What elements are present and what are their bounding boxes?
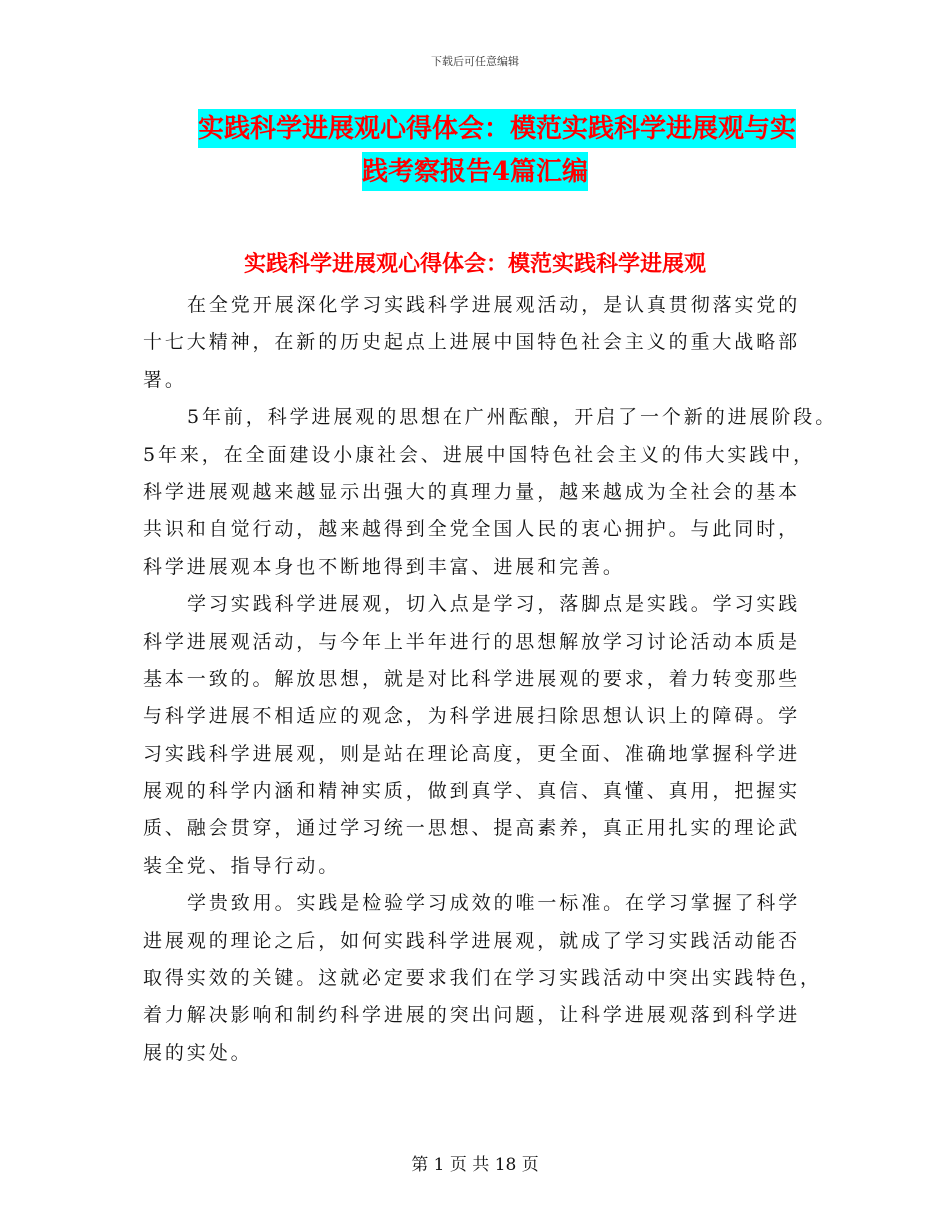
paragraph-line: 习实践科学进展观，则是站在理论高度，更全面、准确地掌握科学进 xyxy=(143,742,801,765)
paragraph-line: 质、融会贯穿，通过学习统一思想、提高素养，真正用扎实的理论武 xyxy=(143,817,801,840)
section-heading: 实践科学进展观心得体会：模范实践科学进展观 xyxy=(243,251,706,277)
paragraph-4 xyxy=(143,885,863,1072)
document-title xyxy=(0,108,950,194)
paragraph-2 xyxy=(143,399,863,586)
paragraph-line: 基本一致的。解放思想，就是对比科学进展观的要求，着力转变那些 xyxy=(143,667,801,690)
paragraph-line: 在全党开展深化学习实践科学进展观活动，是认真贯彻落实党的 xyxy=(187,294,801,316)
document-body xyxy=(143,287,863,1072)
paragraph-1 xyxy=(143,287,863,399)
title-line-2 xyxy=(0,151,950,194)
paragraph-line: 科学进展观越来越显示出强大的真理力量，越来越成为全社会的基本 xyxy=(143,480,801,503)
paragraph-line: 5年来，在全面建设小康社会、进展中国特色社会主义的伟大实践中， xyxy=(143,443,815,466)
paragraph-line: 共识和自觉行动，越来越得到全党全国人民的衷心拥护。与此同时， xyxy=(143,518,801,541)
paragraph-line: 取得实效的关键。这就必定要求我们在学习实践活动中突出实践特色， xyxy=(143,967,822,990)
paragraph-line: 科学进展观活动，与今年上半年进行的思想解放学习讨论活动本质是 xyxy=(143,630,801,653)
paragraph-line: 着力解决影响和制约科学进展的突出问题，让科学进展观落到科学进 xyxy=(143,1004,801,1027)
page-number-footer: 第 1 页 共 18 页 xyxy=(411,1155,539,1175)
paragraph-line: 装全党、指导行动。 xyxy=(143,854,341,877)
paragraph-line: 科学进展观本身也不断地得到丰富、进展和完善。 xyxy=(143,555,625,578)
title-line-1-text: 实践科学进展观心得体会：模范实践科学进展观与实 xyxy=(198,109,796,148)
paragraph-line: 十七大精神，在新的历史起点上进展中国特色社会主义的重大战略部 xyxy=(143,331,801,354)
paragraph-line: 展观的科学内涵和精神实质，做到真学、真信、真懂、真用，把握实 xyxy=(143,780,801,803)
paragraph-line: 展的实处。 xyxy=(143,1041,253,1064)
paragraph-3 xyxy=(143,586,863,885)
paragraph-line: 5年前，科学进展观的思想在广州酝酿，开启了一个新的进展阶段。 xyxy=(187,406,838,429)
paragraph-line: 学习实践科学进展观，切入点是学习，落脚点是实践。学习实践 xyxy=(187,593,801,616)
paragraph-line: 与科学进展不相适应的观念，为科学进展扫除思想认识上的障碍。学 xyxy=(143,705,801,728)
paragraph-line: 署。 xyxy=(143,368,187,391)
title-line-1 xyxy=(0,108,950,151)
page-header-note: 下载后可任意编辑 xyxy=(431,55,519,68)
title-line-2-text: 践考察报告4篇汇编 xyxy=(362,152,588,191)
paragraph-line: 进展观的理论之后，如何实践科学进展观，就成了学习实践活动能否 xyxy=(143,929,801,952)
paragraph-line: 学贵致用。实践是检验学习成效的唯一标准。在学习掌握了科学 xyxy=(187,892,801,915)
